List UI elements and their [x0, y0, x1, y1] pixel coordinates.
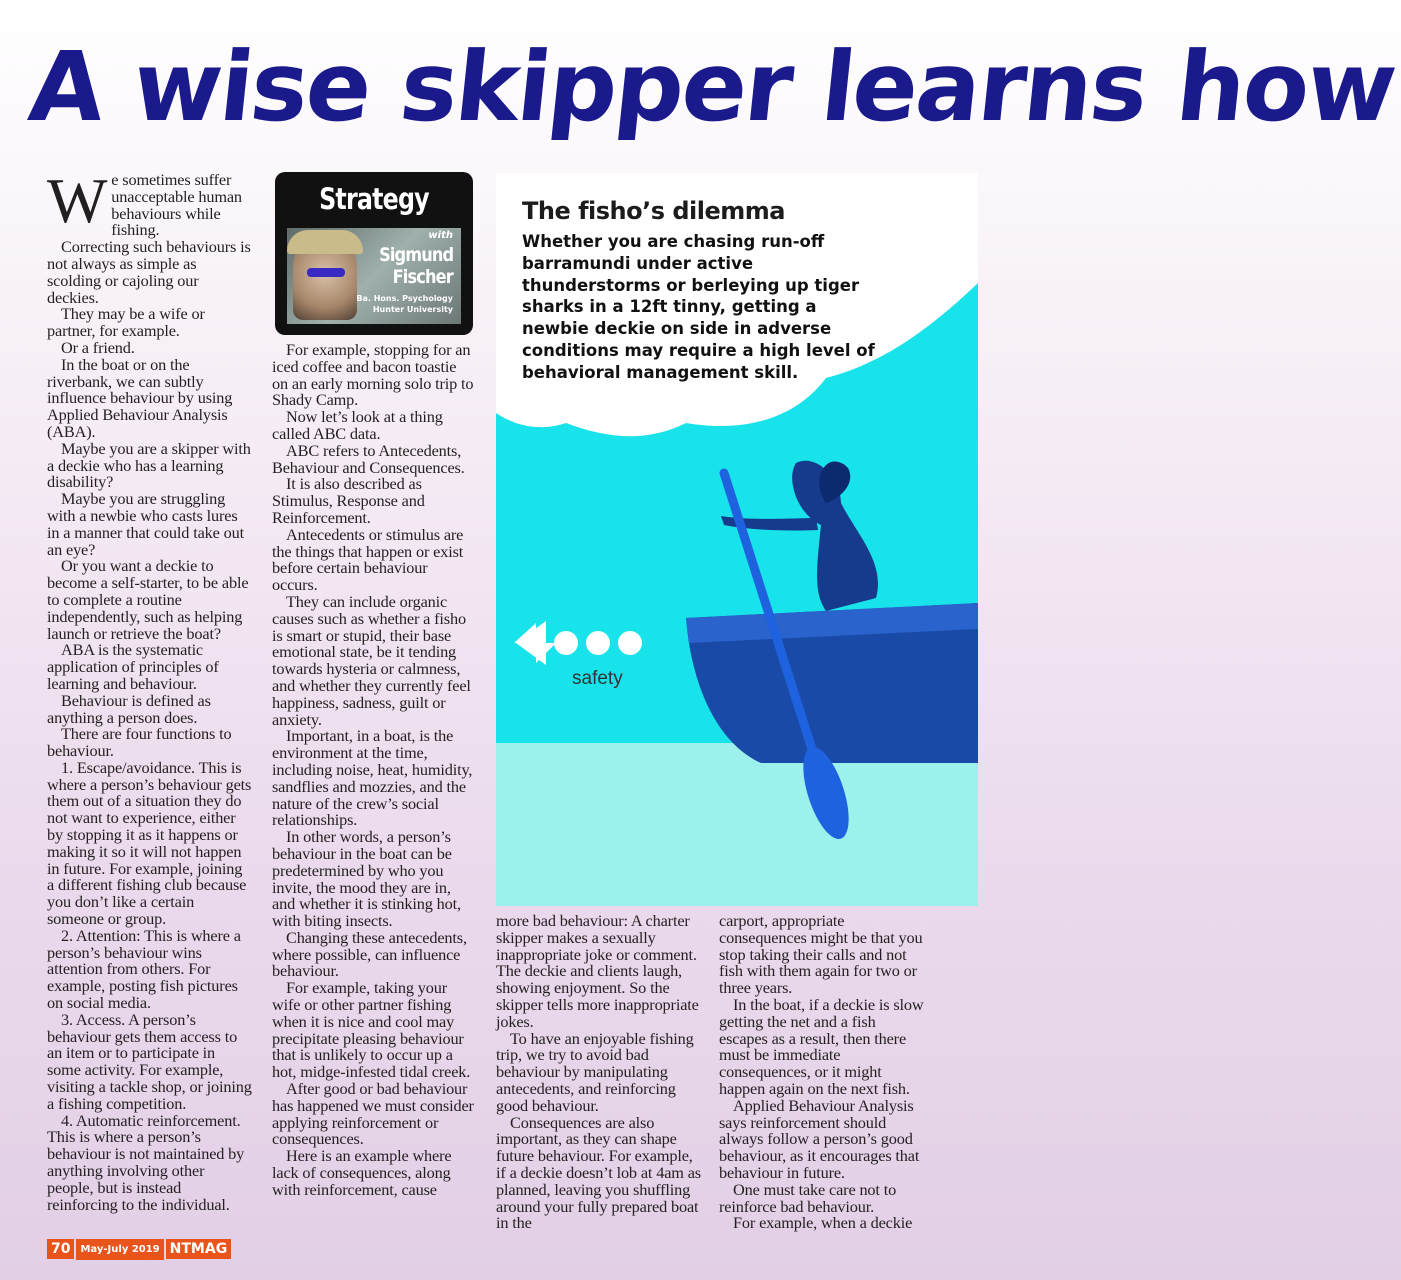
dot-icon — [554, 631, 578, 655]
strategy-column-badge — [275, 172, 473, 335]
article-paragraph: 2. Attention: This is where a person’s behaviour wins attention from others. For example, posting fish pictures on social media. — [47, 925, 241, 1013]
article-paragraph: Or you want a deckie to become a self-starter, to be able to complete a routine independently, such as helping launch or retrieve the boat? — [47, 556, 249, 643]
sunglasses-icon — [307, 268, 345, 277]
paragraph-text: e sometimes suffer unacceptable human behaviours while fishing. — [111, 170, 242, 240]
article-paragraph: Here is an example where lack of consequences, along with reinforcement, cause — [272, 1146, 452, 1199]
strategy-with: with — [428, 230, 453, 241]
article-paragraph: They can include organic causes such as whether a fisho is smart or stupid, their base emotional state, be it tending towards hysteria or calmness, and whether they currently feel happiness, sadness, guilt or anxiety. — [272, 591, 471, 729]
article-column-1 — [47, 165, 252, 1214]
article-paragraph — [47, 165, 252, 240]
article-column-4 — [719, 913, 927, 1232]
issue-date: May-July 2019 — [76, 1239, 163, 1260]
box-subheading: Whether you are chasing run-off barramundi under active thunderstorms or berleying up tiger sharks in a 12ft tinny, getting a newbie deckie on side in adverse conditions may require a high level of behavioral management skill. — [522, 232, 875, 382]
author-last-name: Fischer — [392, 266, 453, 288]
article-paragraph: Changing these antecedents, where possible, can influence behaviour. — [272, 927, 467, 981]
article-paragraph: Consequences are also important, as they can shape future behaviour. For example, if a deckie doesn’t lob at 4am as planned, leaving you shuffling around your fully prepared boat in the — [496, 1112, 701, 1233]
article-paragraph: Important, in a boat, is the environment at the time, including noise, heat, humidity, sandflies and mozzies, and the nature of the crew’s social relationships. — [272, 726, 473, 830]
page-number: 70 — [47, 1239, 74, 1259]
article-paragraph: Now let’s look at a thing called ABC data. — [272, 407, 443, 443]
article-paragraph: They may be a wife or partner, for example. — [47, 304, 205, 341]
dot-icon — [618, 631, 642, 655]
article-paragraph: Applied Behaviour Analysis says reinforcement should always follow a person’s good behaviour, as it encourages that behaviour in future. — [719, 1095, 920, 1182]
water-background — [496, 743, 978, 906]
dot-icon — [586, 631, 610, 655]
article-column-2 — [272, 342, 475, 1199]
article-paragraph: Maybe you are struggling with a newbie who casts lures in a manner that could take out an eye? — [47, 489, 244, 559]
article-paragraph: There are four functions to behaviour. — [47, 724, 232, 761]
author-first-name: Sigmund — [378, 244, 453, 266]
article-paragraph: more bad behaviour: A charter skipper makes a sexually inappropriate joke or comment. The deckie and clients laugh, showing enjoyment. So the skipper tells more inappropriate jokes. — [496, 911, 699, 1031]
article-paragraph: To have an enjoyable fishing trip, we try to avoid bad behaviour by manipulating antecedents, and reinforcing good behaviour. — [496, 1028, 694, 1115]
article-paragraph: Antecedents or stimulus are the things that happen or exist before certain behaviour occurs. — [272, 524, 464, 595]
article-paragraph: Behaviour is defined as anything a person does. — [47, 690, 211, 727]
author-panel — [287, 228, 461, 324]
magazine-name: NTMAG — [166, 1239, 232, 1259]
author-institution: Hunter University — [372, 305, 453, 314]
article-paragraph: After good or bad behaviour has happened we must consider applying reinforcement or consequences. — [272, 1079, 474, 1149]
article-paragraph: For example, taking your wife or other partner fishing when it is nice and cool may precipitate pleasing behaviour that is unlikely to occur up a hot, midge-infested tidal creek. — [272, 978, 471, 1082]
article-paragraph: It is also described as Stimulus, Response and Reinforcement. — [272, 474, 425, 527]
article-paragraph: ABC refers to Antecedents, Behaviour and Consequences. — [272, 440, 465, 477]
article-paragraph: 3. Access. A person’s behaviour gets them access to an item or to participate in some activity. For example, visiting a tackle shop, or joining a fishing competition. — [47, 1009, 252, 1113]
hat-icon — [287, 230, 363, 254]
article-paragraph: In the boat, if a deckie is slow getting the net and a fish escapes as a result, then there must be immediate consequences, or it might happen again on the next fish. — [719, 994, 924, 1098]
headline: A wise skipper learns how — [24, 31, 1401, 143]
page-footer — [47, 1238, 231, 1260]
strategy-title: Strategy — [319, 182, 429, 216]
article-paragraph: One must take care not to reinforce bad behaviour. — [719, 1179, 897, 1216]
article-paragraph: Maybe you are a skipper with a deckie who has a learning disability? — [47, 438, 251, 492]
article-paragraph: 4. Automatic reinforcement. This is where a person’s behaviour is not maintained by anything involving other people, but is instead reinforcing to the individual. — [47, 1110, 245, 1214]
article-paragraph: 1. Escape/avoidance. This is where a person’s behaviour gets them out of a situation they do not want to experience, either by stopping it as it happens or making it so it will not happen in future. For example, joining a different fishing club because you don’t like a certain someone or group. — [47, 757, 252, 929]
article-paragraph: For example, when a deckie — [733, 1213, 913, 1233]
article-paragraph: In other words, a person’s behaviour in the boat can be predetermined by who you invite, the mood they are in, and whether it is stinking hot, with biting insects. — [272, 827, 461, 931]
safety-label: safety — [572, 668, 623, 689]
article-paragraph: ABA is the systematic application of principles of learning and behaviour. — [47, 640, 219, 693]
drop-cap: W — [47, 165, 108, 236]
article-paragraph: Correcting such behaviours is not always as simple as scolding or cajoling our deckies. — [47, 237, 251, 307]
article-paragraph: Or a friend. — [61, 337, 135, 357]
article-column-3 — [496, 913, 706, 1232]
box-heading: The fisho’s dilemma — [522, 197, 785, 225]
fisho-dilemma-illustration — [496, 173, 978, 906]
article-paragraph: carport, appropriate consequences might be that you stop taking their calls and not fish with them again for two or three years. — [719, 911, 923, 998]
article-paragraph: For example, stopping for an iced coffee and bacon toastie on an early morning solo trip to Shady Camp. — [272, 340, 474, 410]
author-credential: Ba. Hons. Psychology — [356, 294, 453, 303]
article-paragraph: In the boat or on the riverbank, we can subtly influence behaviour by using Applied Behaviour Analysis (ABA). — [47, 354, 233, 441]
